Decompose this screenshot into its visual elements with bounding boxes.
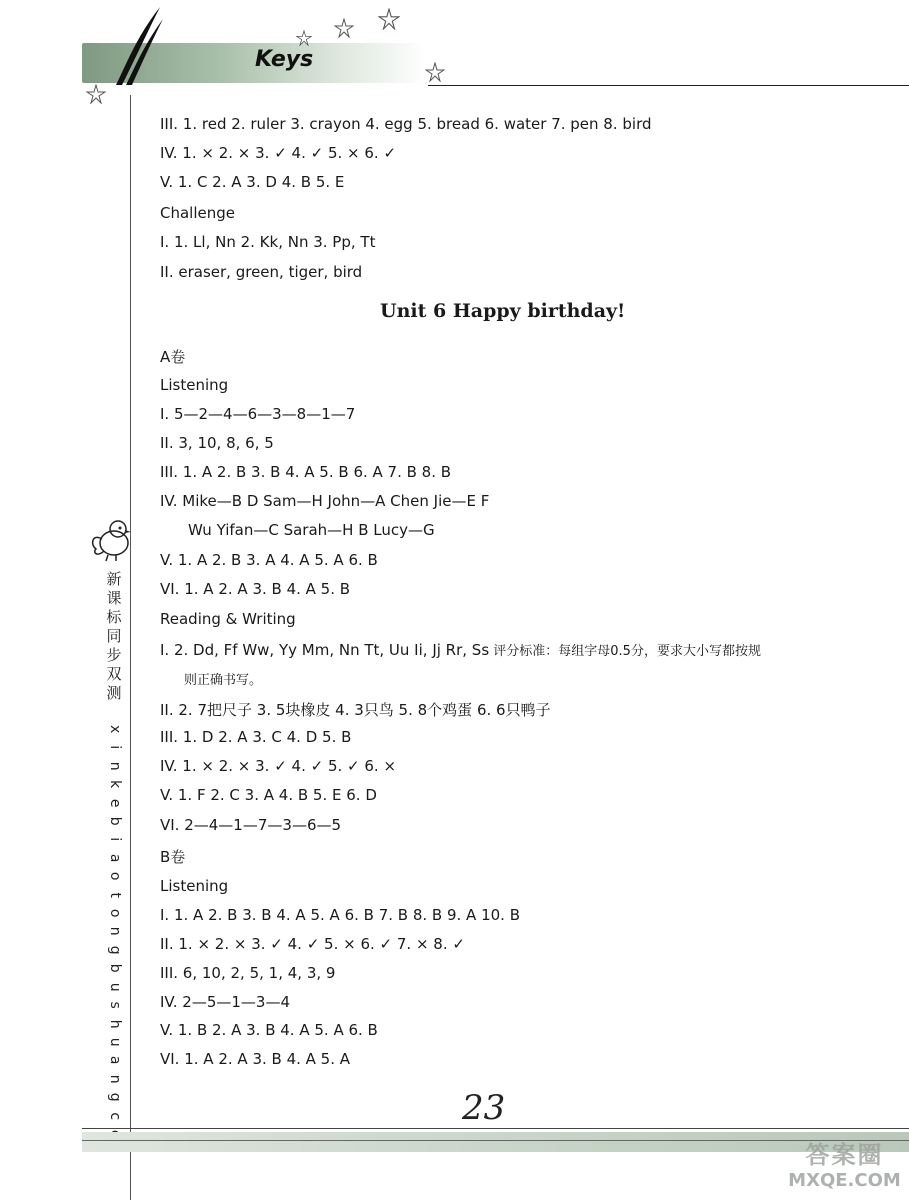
side-pinyin-char: x: [107, 725, 124, 734]
star-icon: [425, 62, 445, 82]
side-chinese-char: 课: [106, 589, 122, 607]
side-pinyin-char: g: [107, 945, 124, 955]
side-pinyin-char: c: [107, 1111, 124, 1120]
side-chinese-title: [104, 570, 124, 703]
side-pinyin-char: i: [107, 837, 124, 842]
side-chinese-char: 测: [106, 684, 122, 702]
answer-line: I. 1. A 2. B 3. B 4. A 5. A 6. B 7. B 8. B 9. A 10. B: [160, 906, 520, 924]
side-pinyin-title: [106, 720, 124, 1143]
star-icon: [296, 30, 312, 46]
side-chinese-char: 双: [106, 665, 122, 683]
side-pinyin-char: n: [107, 1074, 124, 1084]
feather-swoosh-icon: [108, 5, 168, 87]
watermark-logo: [782, 1135, 907, 1191]
answer-line: IV. Mike—B D Sam—H John—A Chen Jie—E F: [160, 492, 490, 510]
side-pinyin-char: e: [107, 798, 124, 808]
side-pinyin-char: o: [107, 872, 124, 881]
section-heading: Reading & Writing: [160, 610, 296, 628]
side-chinese-char: 步: [106, 646, 122, 664]
page-number: 23: [462, 1088, 506, 1128]
side-pinyin-char: b: [107, 816, 124, 826]
watermark-main: 答案圈: [805, 1141, 884, 1169]
side-pinyin-char: a: [107, 1056, 124, 1065]
bird-icon: [88, 515, 134, 563]
header-title: Keys: [255, 47, 314, 72]
watermark-sub: MXQE.COM: [788, 1170, 901, 1191]
side-pinyin-char: n: [107, 927, 124, 937]
answer-line: II. eraser, green, tiger, bird: [160, 263, 363, 281]
star-icon: [86, 84, 106, 104]
answer-line: III. 1. D 2. A 3. C 4. D 5. B: [160, 728, 352, 746]
grading-note-continued: 则正确书写。: [184, 673, 263, 688]
side-pinyin-char: g: [107, 1092, 124, 1102]
star-icon: [378, 8, 400, 30]
section-heading: Listening: [160, 877, 229, 895]
side-pinyin-char: t: [107, 892, 124, 898]
star-icon: [334, 18, 354, 38]
answer-text: I. 2. Dd, Ff Ww, Yy Mm, Nn Tt, Uu Ii, Jj Rr, Ss: [160, 641, 490, 659]
side-pinyin-char: h: [107, 1019, 124, 1029]
side-pinyin-char: b: [107, 964, 124, 973]
answer-line: VI. 1. A 2. A 3. B 4. A 5. A: [160, 1050, 351, 1068]
answer-line: IV. 2—5—1—3—4: [160, 993, 291, 1011]
side-chinese-char: 标: [106, 608, 122, 626]
answer-line: III. 1. red 2. ruler 3. crayon 4. egg 5. bread 6. water 7. pen 8. bird: [160, 115, 652, 133]
side-pinyin-char: a: [107, 853, 124, 863]
section-heading: B卷: [160, 848, 186, 866]
answer-line: VI. 2—4—1—7—3—6—5: [160, 816, 342, 834]
answer-line: V. 1. A 2. B 3. A 4. A 5. A 6. B: [160, 551, 378, 569]
grading-note: 评分标准：每组字母0.5分，要求大小写都按规: [489, 644, 761, 659]
side-pinyin-char: s: [107, 1001, 124, 1009]
side-chinese-char: 同: [106, 627, 122, 645]
side-pinyin-char: i: [107, 745, 124, 750]
answer-line: III. 1. A 2. B 3. B 4. A 5. B 6. A 7. B 8. B: [160, 463, 452, 481]
footer-rule: [82, 1128, 909, 1129]
answer-line: [160, 640, 761, 659]
answer-line: VI. 1. A 2. A 3. B 4. A 5. B: [160, 580, 351, 598]
answer-line: I. 1. Ll, Nn 2. Kk, Nn 3. Pp, Tt: [160, 233, 376, 251]
unit-title: Unit 6 Happy birthday!: [380, 300, 626, 322]
side-pinyin-char: n: [107, 761, 124, 771]
answer-line: I. 5—2—4—6—3—8—1—7: [160, 405, 356, 423]
answer-line: IV. 1. × 2. × 3. ✓ 4. ✓ 5. ✓ 6. ×: [160, 757, 397, 775]
answer-line: III. 6, 10, 2, 5, 1, 4, 3, 9: [160, 964, 336, 982]
side-pinyin-char: u: [107, 982, 124, 992]
section-heading: Listening: [160, 376, 229, 394]
answer-line: V. 1. F 2. C 3. A 4. B 5. E 6. D: [160, 786, 377, 804]
answer-line: IV. 1. × 2. × 3. ✓ 4. ✓ 5. × 6. ✓: [160, 144, 397, 162]
margin-rule: [130, 95, 131, 1200]
header-rule: [428, 85, 909, 86]
answer-line: Wu Yifan—C Sarah—H B Lucy—G: [188, 521, 435, 539]
side-pinyin-char: u: [107, 1037, 124, 1047]
side-chinese-char: 新: [106, 570, 122, 588]
section-heading: A卷: [160, 348, 186, 366]
section-heading: Challenge: [160, 204, 235, 222]
answer-line: II. 2. 7把尺子 3. 5块橡皮 4. 3只鸟 5. 8个鸡蛋 6. 6只鸭子: [160, 701, 551, 719]
answer-line: II. 3, 10, 8, 6, 5: [160, 434, 274, 452]
side-pinyin-char: k: [107, 780, 124, 789]
answer-line: V. 1. B 2. A 3. B 4. A 5. A 6. B: [160, 1021, 378, 1039]
side-pinyin-char: o: [107, 908, 124, 918]
answer-line: V. 1. C 2. A 3. D 4. B 5. E: [160, 173, 345, 191]
answer-line: II. 1. × 2. × 3. ✓ 4. ✓ 5. × 6. ✓ 7. × 8. ✓: [160, 935, 465, 953]
